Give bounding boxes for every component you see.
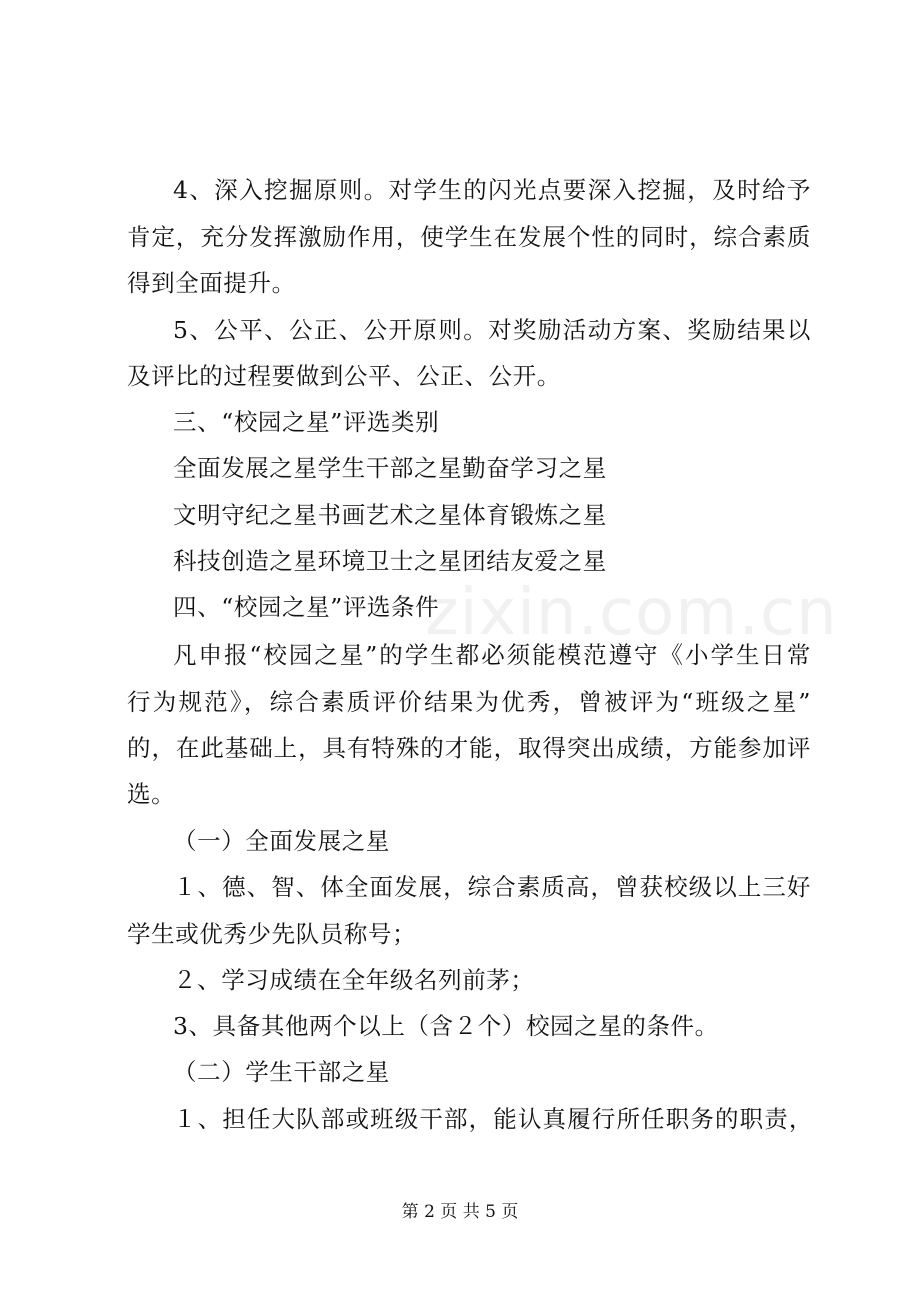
category-line: 文明守纪之星书画艺术之星体育锻炼之星	[173, 501, 607, 529]
paragraph-line: １、德、智、体全面发展，综合素质高，曾获校级以上三好	[173, 873, 811, 901]
section-heading: 三、“校园之星”评选类别	[173, 408, 440, 436]
paragraph-line: 选。	[127, 780, 176, 808]
paragraph-line: 得到全面提升。	[127, 269, 296, 297]
subsection-heading: （二）学生干部之星	[173, 1058, 390, 1086]
category-line: 科技创造之星环境卫士之星团结友爱之星	[173, 547, 607, 575]
paragraph-line: 学生或优秀少先队员称号；	[127, 920, 417, 948]
watermark: zixin.com.cn	[425, 576, 838, 650]
paragraph-line: ２、学习成绩在全年级名列前茅；	[173, 966, 535, 994]
paragraph-line: １、担任大队部或班级干部，能认真履行所任职务的职责，	[173, 1105, 813, 1133]
paragraph-line: 肯定，充分发挥激励作用，使学生在发展个性的同时，综合素质	[127, 223, 811, 251]
section-heading: 四、“校园之星”评选条件	[173, 593, 440, 621]
subsection-heading: （一）全面发展之星	[173, 827, 390, 855]
paragraph-line: 的，在此基础上，具有特殊的才能，取得突出成绩，方能参加评	[127, 734, 811, 762]
paragraph-line: 3、具备其他两个以上（含２个）校园之星的条件。	[173, 1012, 719, 1040]
paragraph-line: 4、深入挖掘原则。对学生的闪光点要深入挖掘，及时给予	[173, 176, 811, 204]
paragraph-line: 5、公平、公正、公开原则。对奖励活动方案、奖励结果以	[173, 316, 811, 344]
paragraph-line: 行为规范》，综合素质评价结果为优秀，曾被评为“班级之星”	[127, 688, 811, 716]
paragraph-line: 及评比的过程要做到公平、公正、公开。	[127, 362, 561, 390]
paragraph-line: 凡申报“校园之星”的学生都必须能模范遵守《小学生日常	[173, 641, 811, 669]
page-footer: 第 2 页 共 5 页	[401, 1202, 519, 1222]
category-line: 全面发展之星学生干部之星勤奋学习之星	[173, 454, 607, 482]
